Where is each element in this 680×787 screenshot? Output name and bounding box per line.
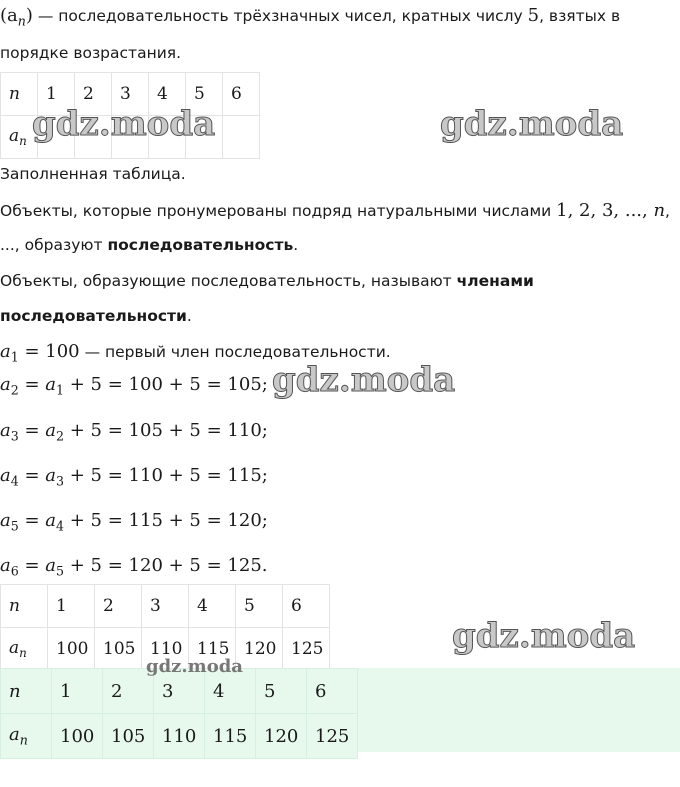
equation-a4: $a_4 = a_3 + 5 = 110 + 5 = 115$; [0, 465, 268, 489]
watermark: gdz.moda [146, 656, 243, 677]
table-row: n 1 2 3 4 5 6 [1, 73, 260, 116]
definition-line-3: Объекты, образующие последовательность, называют членами [0, 272, 534, 290]
watermark: gdz.moda [452, 616, 636, 656]
definition-line-2: ..., образуют последовательность. [0, 236, 299, 254]
watermark: gdz.moda [272, 360, 456, 400]
table-row: $a_n$ 100 105 110 115 120 125 [1, 714, 358, 759]
equation-a3: $a_3 = a_2 + 5 = 105 + 5 = 110$; [0, 420, 268, 444]
equation-a6: $a_6 = a_5 + 5 = 120 + 5 = 125$. [0, 555, 268, 579]
intro-line-1: $(a_n)$ — последовательность трёхзначных чисел, кратных числу 5, взятых в [0, 5, 621, 29]
definition-line-4: последовательности. [0, 307, 192, 325]
definition-line-1: Объекты, которые пронумерованы подряд натуральными числами 1, 2, 3, ..., n, [0, 200, 670, 221]
table-row: n 1 2 3 4 5 6 [1, 585, 330, 628]
answer-table [0, 668, 358, 759]
equation-a2: $a_2 = a_1 + 5 = 100 + 5 = 105$; [0, 374, 268, 398]
equation-a5: $a_5 = a_4 + 5 = 115 + 5 = 120$; [0, 510, 268, 534]
filled-caption: Заполненная таблица. [0, 165, 186, 183]
intro-line-2: порядке возрастания. [0, 44, 182, 62]
table-row: $a_n$ [1, 116, 260, 159]
table-row: n 1 2 3 4 5 6 [1, 669, 358, 714]
equation-a1: $a_1 = 100$ — первый член последовательности. [0, 341, 391, 365]
watermark: gdz.moda [32, 104, 216, 144]
seq-symbol: $(a_n)$ [0, 5, 33, 29]
intro-text: — последовательность трёхзначных чисел, кратных числу [32, 7, 528, 25]
watermark: gdz.moda [440, 104, 624, 144]
table-row: $a_n$ 100 105 110 115 120 125 [1, 628, 330, 671]
intro-number: 5 [527, 5, 540, 26]
